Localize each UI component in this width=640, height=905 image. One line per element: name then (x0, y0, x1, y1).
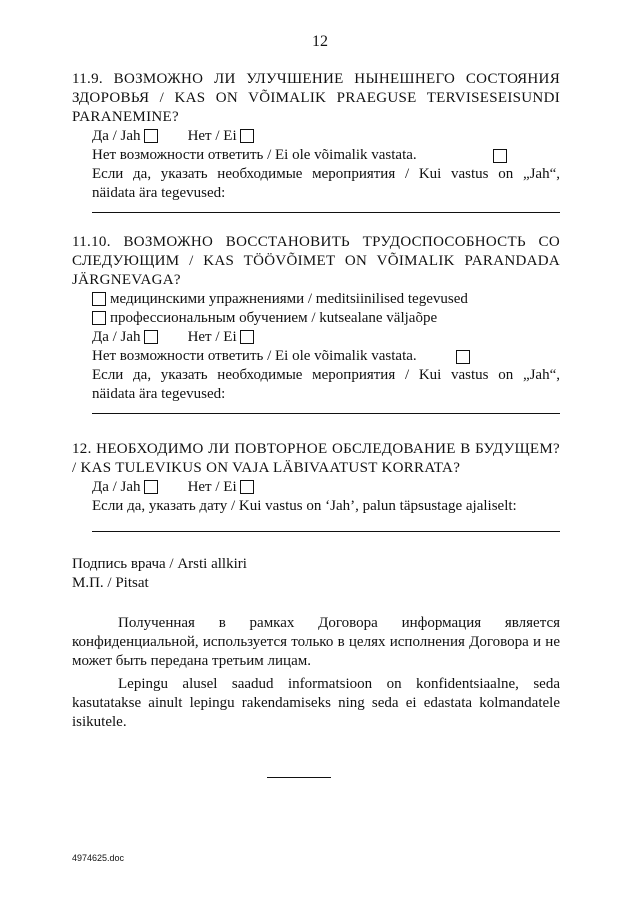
no-checkbox[interactable] (240, 480, 254, 494)
yes-no-row (72, 478, 560, 497)
cannot-answer-checkbox[interactable] (493, 149, 507, 163)
cannot-answer-label: Нет возможности ответить / Ei ole võimalik vastata. (92, 348, 417, 364)
question-11-9 (72, 70, 560, 213)
page-number: 12 (312, 33, 328, 50)
exercises-label: медицинскими упражнениями / meditsiinilised tegevused (110, 291, 468, 307)
question-11-9-title: 11.9. ВОЗМОЖНО ЛИ УЛУЧШЕНИЕ НЫНЕШНЕГО СОСТОЯНИЯ ЗДОРОВЬЯ / KAS ON VÕIMALIK PRAEGUSE TERVISESEISUNDI PARANEMINE? (72, 71, 560, 125)
exercises-checkbox[interactable] (92, 292, 106, 306)
document-id: 4974625.doc (72, 853, 125, 863)
no-label: Нет / Ei (187, 479, 237, 495)
cannot-answer-label: Нет возможности ответить / Ei ole võimalik vastata. (92, 147, 417, 163)
yes-label: Да / Jah (92, 479, 141, 495)
notice-russian: Полученная в рамках Договора информация является конфиденциальной, используется только в целях исполнения Договора и не может быть передана третьим лицам. (72, 615, 560, 669)
yes-no-row (72, 127, 560, 146)
question-11-10 (72, 233, 560, 414)
yes-checkbox[interactable] (144, 129, 158, 143)
question-12 (72, 440, 560, 532)
cannot-answer-checkbox[interactable] (456, 350, 470, 364)
answer-line[interactable] (92, 412, 560, 414)
no-label: Нет / Ei (187, 329, 237, 345)
notice-estonian: Lepingu alusel saadud informatsioon on konfidentsiaalne, seda kasutatakse ainult lepingu rakendamiseks ning seda ei edastata kolmandatele isikutele. (72, 676, 560, 730)
cannot-answer-row (72, 146, 560, 165)
confidentiality-notice (72, 614, 560, 732)
stamp-label: М.П. / Pitsat (72, 575, 149, 591)
option-row-training (72, 309, 560, 328)
no-checkbox[interactable] (240, 330, 254, 344)
yes-no-row (72, 328, 560, 347)
if-yes-line2: näidata ära tegevused: (92, 185, 226, 201)
no-checkbox[interactable] (240, 129, 254, 143)
cannot-answer-row (72, 347, 560, 366)
if-yes-line1: Если да, указать необходимые мероприятия / Kui vastus on „Jah“, (92, 166, 560, 182)
separator-line (267, 777, 331, 778)
question-11-10-title: 11.10. ВОЗМОЖНО ВОССТАНОВИТЬ ТРУДОСПОСОБНОСТЬ СО СЛЕДУЮЩИМ / KAS TÖÖVÕIMET ON VÕIMALIK PARANDADA JÄRGNEVAGA? (72, 234, 560, 288)
training-checkbox[interactable] (92, 311, 106, 325)
question-12-title: 12. НЕОБХОДИМО ЛИ ПОВТОРНОЕ ОБСЛЕДОВАНИЕ В БУДУЩЕМ? / KAS TULEVIKUS ON VAJA LÄBIVAATUST KORRATA? (72, 441, 560, 476)
no-label: Нет / Ei (187, 128, 237, 144)
if-yes-line1: Если да, указать необходимые мероприятия / Kui vastus on „Jah“, (92, 367, 560, 383)
if-yes-line2: näidata ära tegevused: (92, 386, 226, 402)
signature-block (72, 555, 247, 593)
yes-checkbox[interactable] (144, 480, 158, 494)
option-row-exercises (72, 290, 560, 309)
yes-label: Да / Jah (92, 329, 141, 345)
answer-line[interactable] (92, 530, 560, 532)
yes-checkbox[interactable] (144, 330, 158, 344)
answer-line[interactable] (92, 211, 560, 213)
doctor-signature-label: Подпись врача / Arsti allkiri (72, 556, 247, 572)
yes-label: Да / Jah (92, 128, 141, 144)
if-yes-date: Если да, указать дату / Kui vastus on ‘Jah’, palun täpsustage ajaliselt: (92, 498, 517, 514)
training-label: профессиональным обучением / kutsealane väljaõpe (110, 310, 438, 326)
